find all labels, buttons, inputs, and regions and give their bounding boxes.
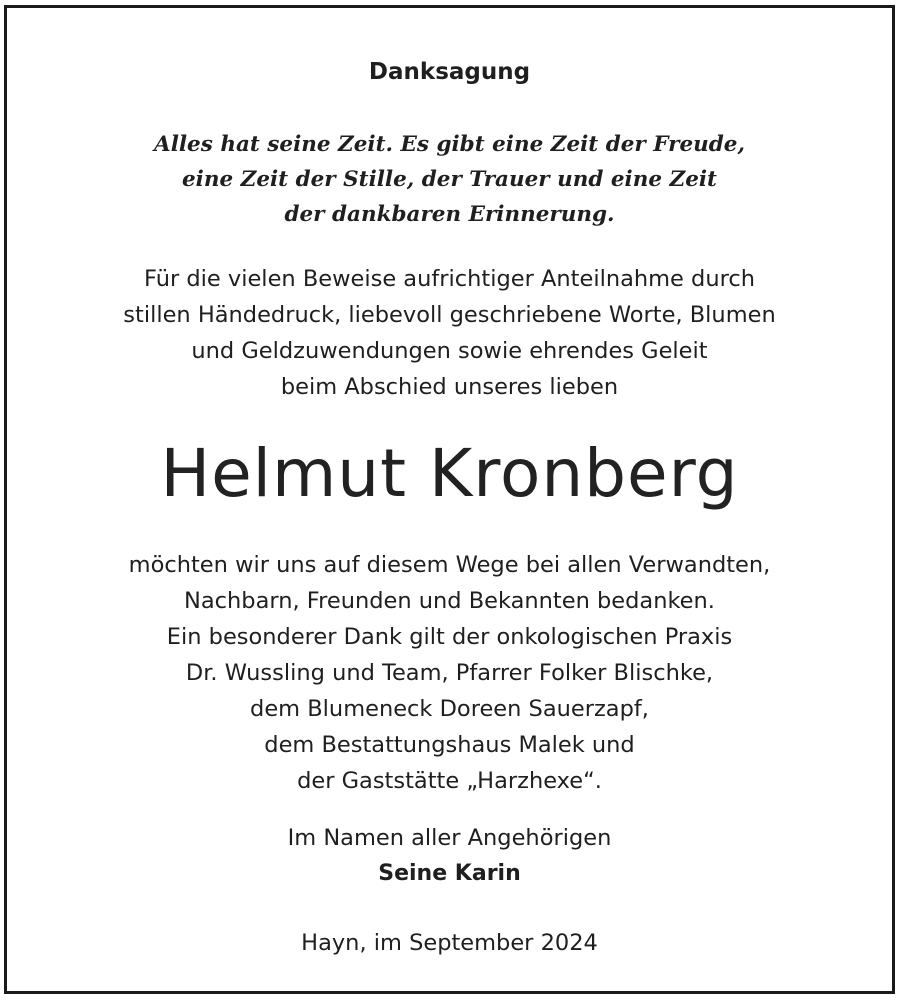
deceased-name: Helmut Kronberg xyxy=(160,435,739,512)
intro-line: und Geldzuwendungen sowie ehrendes Geleit xyxy=(191,338,708,364)
thanks-line: der Gaststätte „Harzhexe“. xyxy=(297,768,602,794)
closing-line: Im Namen aller Angehörigen xyxy=(287,825,612,851)
obituary-notice xyxy=(4,5,895,994)
intro-line: beim Abschied unseres lieben xyxy=(280,374,619,400)
thanks-line: Ein besonderer Dank gilt der onkologischen Praxis xyxy=(166,624,733,650)
thanks-line: dem Bestattungshaus Malek und xyxy=(264,732,635,758)
thanks-line: Dr. Wussling und Team, Pfarrer Folker Blischke, xyxy=(185,660,714,686)
thanks-line: Nachbarn, Freunden und Bekannten bedanken. xyxy=(184,588,715,614)
quote-line: Alles hat seine Zeit. Es gibt eine Zeit der Freude, xyxy=(154,132,745,157)
thanks-line: möchten wir uns auf diesem Wege bei allen Verwandten, xyxy=(128,552,771,578)
place-date: Hayn, im September 2024 xyxy=(301,930,598,956)
quote-line: eine Zeit der Stille, der Trauer und eine Zeit xyxy=(182,167,717,192)
thanks-line: dem Blumeneck Doreen Sauerzapf, xyxy=(250,696,649,722)
intro-line: Für die vielen Beweise aufrichtiger Anteilnahme durch xyxy=(144,266,755,292)
quote-line: der dankbaren Erinnerung. xyxy=(284,202,615,227)
signer-name: Seine Karin xyxy=(378,861,521,886)
notice-heading: Danksagung xyxy=(368,59,531,85)
intro-line: stillen Händedruck, liebevoll geschriebene Worte, Blumen xyxy=(123,302,776,328)
